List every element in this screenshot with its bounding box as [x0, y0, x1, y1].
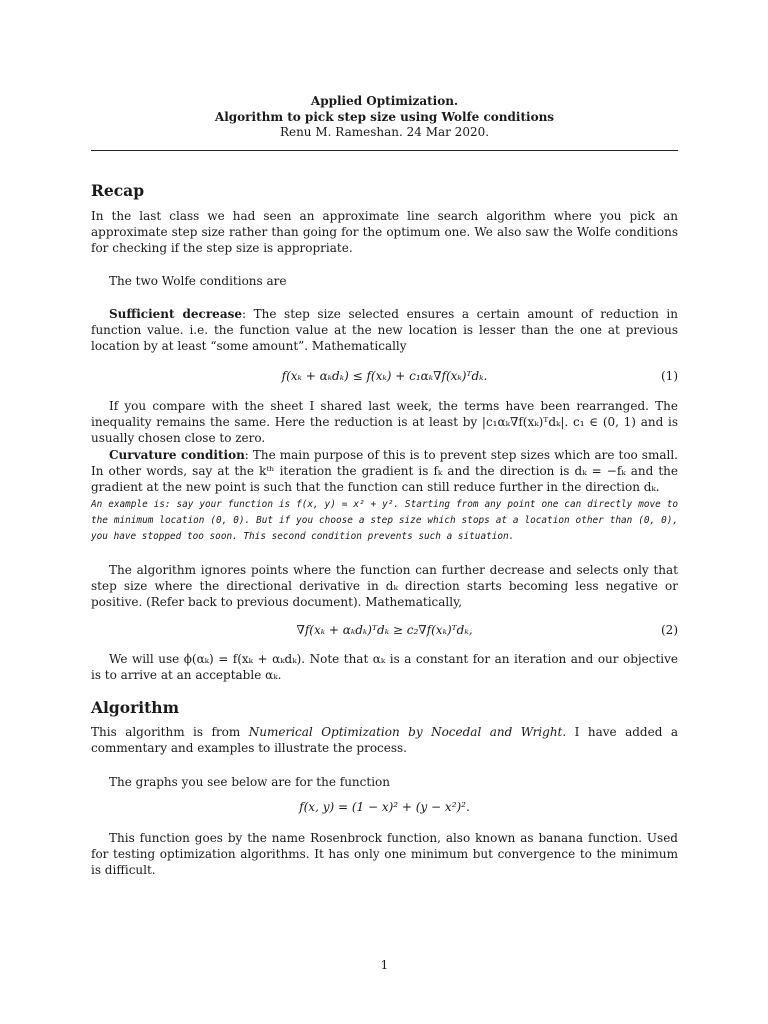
equation-1-formula: f(xₖ + αₖdₖ) ≤ f(xₖ) + c₁αₖ∇f(xₖ)ᵀdₖ. [281, 369, 488, 383]
equation-2 [91, 623, 678, 641]
algorithm-paragraph-1 [91, 724, 678, 756]
sufficient-decrease-paragraph [91, 306, 678, 354]
algorithm-paragraph-3: This function goes by the name Rosenbrock function, also known as banana function. Used for testing optimization algorithms. It has only one minimum but convergence to the minimum is difficult. [91, 831, 678, 877]
algorithm-paragraph-1-end: . I have added a commentary and examples to illustrate the process. [91, 725, 679, 755]
doc-author-date: Renu M. Rameshan. 24 Mar 2020. [279, 125, 490, 139]
recap-paragraph-5: We will use ϕ(αₖ) = f(xₖ + αₖdₖ). Note that αₖ is a constant for an iteration and our objective is to arrive at an acceptable αₖ. [91, 652, 678, 682]
sufficient-decrease-title: Sufficient decrease [109, 307, 242, 321]
algorithm-paragraph-2: The graphs you see below are for the function [109, 775, 390, 789]
book-title: Numerical Optimization by Nocedal and Wright [248, 725, 563, 739]
page-number: 1 [380, 958, 389, 972]
equation-2-formula: ∇f(xₖ + αₖdₖ)ᵀdₖ ≥ c₂∇f(xₖ)ᵀdₖ, [296, 623, 473, 637]
curvature-condition-paragraph [91, 447, 678, 495]
doc-subtitle: Algorithm to pick step size using Wolfe conditions [214, 110, 555, 124]
equation-2-number: (2) [661, 623, 678, 637]
recap-paragraph-4: The algorithm ignores points where the function can further decrease and selects only that step size where the directional derivative in dₖ direction starts becoming less negative or positive. (Refer back to previous document). Mathematically, [91, 563, 678, 609]
curvature-condition-text: : The main purpose of this is to prevent step sizes which are too small. In other words, say at the kᵗʰ iteration the gradient is fₖ and the direction is dₖ = −fₖ and the gradient at the new point is such that the function can still reduce further in the direction dₖ. [91, 448, 678, 494]
recap-paragraph-2: The two Wolfe conditions are [109, 274, 287, 288]
equation-3-formula: f(x, y) = (1 − x)² + (y − x²)². [299, 800, 470, 814]
header-rule [91, 150, 678, 151]
curvature-condition-title: Curvature condition [109, 448, 245, 462]
sufficient-decrease-text: : The step size selected ensures a certain amount of reduction in function value. i.e. the function value at the new location is lesser than the one at previous location by at least “some amount”. Mathematically [91, 307, 678, 353]
example-note: An example is: say your function is f(x, y) = x² + y². Starting from any point one can directly move to the minimum location (0, 0). But if you choose a step size which stops at a location other than (0, 0), you have stopped too soon. This second condition prevents such a situation. [91, 499, 678, 542]
doc-title: Applied Optimization. [310, 94, 459, 108]
algorithm-heading: Algorithm [91, 698, 179, 717]
equation-1-number: (1) [661, 369, 678, 383]
recap-heading: Recap [91, 181, 145, 200]
recap-paragraph-3: If you compare with the sheet I shared last week, the terms have been rearranged. The inequality remains the same. Here the reduction is at least by |c₁αₖ∇f(xₖ)ᵀdₖ|. c₁ ∈ (0, 1) and is usually chosen close to zero. [91, 399, 678, 445]
equation-1 [91, 369, 678, 387]
document-page [91, 0, 678, 1024]
algorithm-paragraph-1-start: This algorithm is from [91, 725, 249, 739]
recap-paragraph-1: In the last class we had seen an approximate line search algorithm where you pick an approximate step size rather than going for the optimum one. We also saw the Wolfe conditions for checking if the step size is appropriate. [91, 209, 678, 255]
equation-3 [91, 800, 678, 818]
